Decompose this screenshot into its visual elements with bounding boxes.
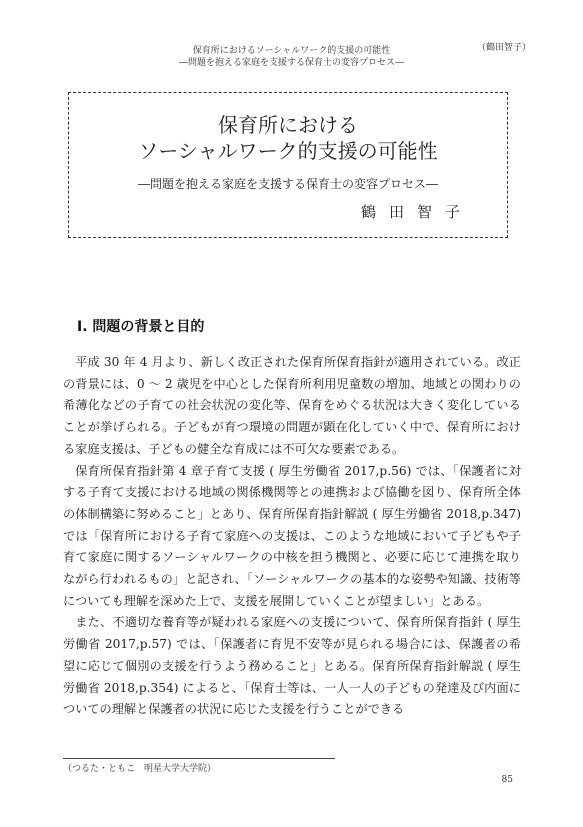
paragraph: 平成 30 年 4 月より、新しく改正された保育所保育指針が適用されている。改正の背景には、0 ～ 2 歳児を中心とした保育所利用児童数の増加、地域との関わりの希薄化などの子育ての社会状況の変化等、保育をめぐる状況は大きく変化していることが挙げられる。子どもが育つ環境の問題が顕在化していく中で、保育所における家庭支援は、子どもの健全な育成には不可欠な要素である。	[63, 355, 521, 456]
footnote-divider	[63, 758, 335, 759]
paper-title-line2: ソーシャルワーク的支援の可能性	[138, 139, 438, 163]
paper-author: 鶴田智子	[360, 203, 473, 221]
author-tag: （鶴田智子）	[476, 43, 531, 53]
paper-subtitle: ―問題を抱える家庭を支援する保育士の変容プロセス―	[137, 177, 438, 191]
running-head-title: 保育所におけるソーシャルワーク的支援の可能性	[192, 46, 391, 56]
author-affiliation-footnote: （つるた・ともこ 明星大学大学院）	[63, 764, 217, 774]
running-head-subtitle: ―問題を抱える家庭を支援する保育士の変容プロセス―	[178, 58, 404, 68]
paragraph: また、不適切な養育等が疑われる家庭への支援について、保育所保育指針 ( 厚生労働省 2017,p.57) では、「保護者に育児不安等が見られる場合には、保護者の希望に応じて個別の支援を行うよう務めること」とある。保育所保育指針解説 ( 厚生労働省 2018,p.354) によると、「保育士等は、一人一人の子どもの発達及び内面についての理解と保護者の状況に応じた支援を行うことができる	[63, 615, 521, 717]
paper-title-line1: 保育所における	[218, 113, 358, 137]
paragraph: 保育所保育指針第 4 章子育て支援 ( 厚生労働省 2017,p.56) では、「保護者に対する子育て支援における地域の関係機関等との連携および協働を図り、保育所全体の体制構築に努めること」とあり、保育所保育指針解説 ( 厚生労働省 2018,p.347) では「保育所における子育て家庭への支援は、このような地域において子どもや子育て家庭に関するソーシャルワークの中核を担う機関と、必要に応じて連携を取りながら行われるもの」と記され、「ソーシャルワークの基本的な姿勢や知識、技術等についても理解を深めた上で、支援を展開していくことが望ましい」とある。	[63, 463, 521, 608]
body-text	[63, 352, 521, 721]
section-heading: Ⅰ. 問題の背景と目的	[77, 319, 205, 335]
title-box	[68, 92, 508, 238]
page-number: 85	[501, 775, 513, 785]
